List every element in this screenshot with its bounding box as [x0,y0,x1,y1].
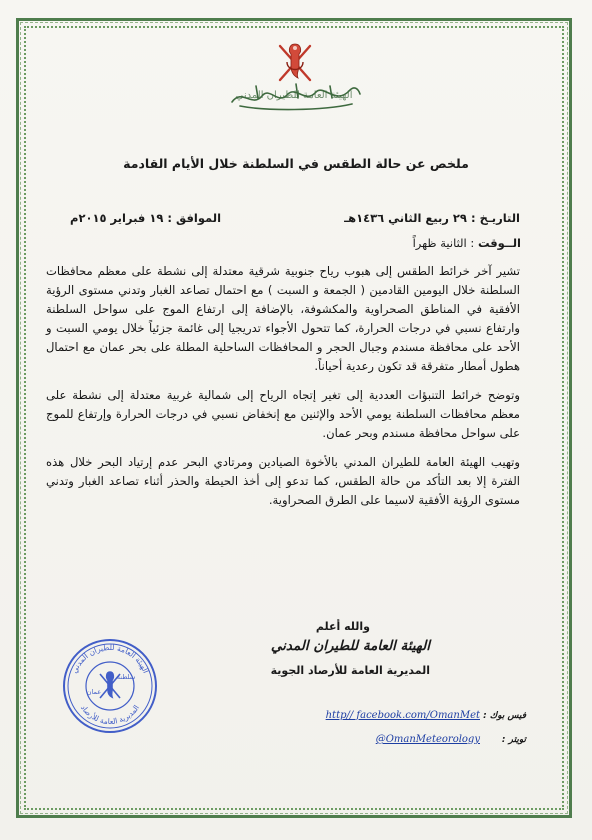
org-logo-text: الهيئة العامة للطيران المدني [235,90,353,101]
date-row [70,211,520,231]
stamp-bottom-text: المديرية العامة للأرصاد [78,703,142,727]
svg-text:المديرية العامة للأرصاد [79,703,141,726]
time-label: الــوقت [477,236,521,250]
twitter-label: تويتر : [501,735,526,745]
body-text [46,262,520,520]
svg-text:الهيئة العامة للطيران المدني [70,643,151,675]
twitter-link[interactable]: @OmanMeteorology [375,734,480,745]
stamp-left-text: عمان [86,688,102,696]
stamp-right-text: سلطنة [116,673,136,681]
gregorian-date [70,211,221,225]
gregorian-date-label: الموافق [176,211,222,225]
paragraph-advisory: وتهيب الهيئة العامة للطيران المدني بالأخوة الصيادين ومرتادي البحر عدم إرتياد البحر خلال هذه الفترة إلا بعد التأكد من حالة الطقس، كما تدعو إلى أخذ الحيطة والحذر أثناء تصاعد الغبار وتدني مستوى الرؤية الأفقية لاسيما على الطرق الصحراوية. [46,455,520,507]
facebook-label: فيس بوك : [483,711,526,721]
paragraph-numerical-forecast: وتوضح خرائط التنبؤات العددية إلى تغير إتجاه الرياح إلى شمالية غربية معتدلة إلى نشطة على معظم محافظات السلطنة يومي الأحد والإثنين مع إنخفاض نسبي في درجات الحرارة وإرتفاع للموج على سواحل محافظة مسندم وبحر عمان. [46,388,520,440]
facebook-link[interactable]: http// facebook.com/OmanMet [325,710,480,721]
department-name: المديرية العامة للأرصاد الجوية [270,664,430,677]
hijri-date [344,211,520,225]
hijri-date-label: التاريـخ [479,211,520,225]
time-value: : الثانية ظهراً [412,236,475,250]
stamp-top-text: الهيئة العامة للطيران المدني [69,642,151,675]
twitter-row [306,734,526,750]
time-row [413,236,521,250]
facebook-row [306,710,526,726]
page-title: ملخص عن حالة الطقس في السلطنة خلال الأيام القادمة [123,156,469,171]
closing-phrase: والله أعلم [315,620,370,633]
paragraph-forecast: تشير آخر خرائط الطقس إلى هبوب رياح جنوبية شرقية معتدلة إلى نشطة على معظم محافظات السلطنة خلال اليومين القادمين ( الجمعة و السبت ) مع احتمال تصاعد الغبار وتدني مستوى الرؤية الأفقية في المناطق الصحراوية والمكشوفة، بالإضافة إلى ارتفاع الموج على سواحل السلطنة وارتفاع نسبي في درجات الحرارة، كما تتحول الأجواء تدريجيا إلى غائمة جزئياً خلال يومي السبت و الأحد على محافظة مسندم وجبال الحجر و المحافظات الساحلية المطلة على بحر عمان مع احتمال هطول أمطار متفرقة قد تكون رعدية أحياناً. [46,264,520,373]
gregorian-date-value: : ١٩ فبراير ٢٠١٥م [70,211,172,225]
hijri-date-value: : ٢٩ ربيع الثاني ١٤٣٦هـ [344,211,476,225]
authority-name: الهيئة العامة للطيران المدني [270,638,430,654]
official-stamp [60,634,160,734]
